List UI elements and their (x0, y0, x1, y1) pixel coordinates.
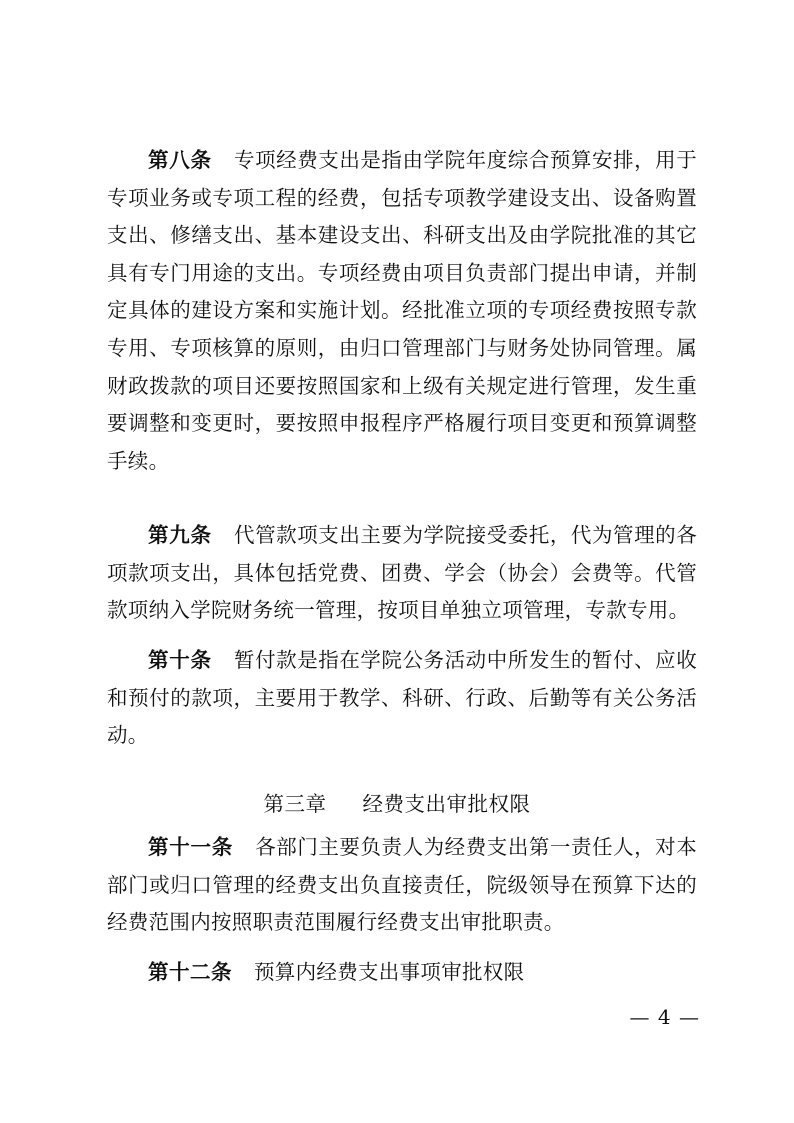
chapter-title: 经费支出审批权限 (362, 792, 531, 816)
article-10-paragraph (107, 642, 697, 755)
article-8-label: 第八条 (148, 148, 212, 172)
article-8-paragraph (107, 142, 697, 480)
article-12-paragraph (107, 954, 697, 992)
article-9-paragraph (107, 517, 697, 630)
article-11-text: 各部门主要负责人为经费支出第一责任人，对本部门或归口管理的经费支出负直接责任，院级领导在预算下达的经费范围内按照职责范围履行经费支出审批职责。 (107, 835, 697, 935)
article-8-text: 专项经费支出是指由学院年度综合预算安排，用于专项业务或专项工程的经费，包括专项教学建设支出、设备购置支出、修缮支出、基本建设支出、科研支出及由学院批准的其它具有专门用途的支出。专项经费由项目负责部门提出申请，并制定具体的建设方案和实施计划。经批准立项的专项经费按照专款专用、专项核算的原则，由归口管理部门与财务处协同管理。属财政拨款的项目还要按照国家和上级有关规定进行管理，发生重要调整和变更时，要按照申报程序严格履行项目变更和预算调整手续。 (107, 148, 698, 473)
article-10-text: 暂付款是指在学院公务活动中所发生的暂付、应收和预付的款项，主要用于教学、科研、行政、后勤等有关公务活动。 (107, 648, 698, 748)
article-11-label: 第十一条 (148, 835, 233, 859)
article-12-label: 第十二条 (148, 960, 232, 984)
article-11-paragraph (107, 829, 697, 942)
chapter-heading (0, 786, 794, 824)
article-9-text: 代管款项支出主要为学院接受委托，代为管理的各项款项支出，具体包括党费、团费、学会（协会）会费等。代管款项纳入学院财务统一管理，按项目单独立项管理，专款专用。 (107, 523, 698, 623)
article-9-label: 第九条 (148, 523, 212, 547)
page-number: — 4 — (629, 1005, 700, 1029)
article-12-text: 预算内经费支出事项审批权限 (254, 960, 525, 984)
chapter-number: 第三章 (263, 792, 327, 816)
article-10-label: 第十条 (148, 648, 212, 672)
